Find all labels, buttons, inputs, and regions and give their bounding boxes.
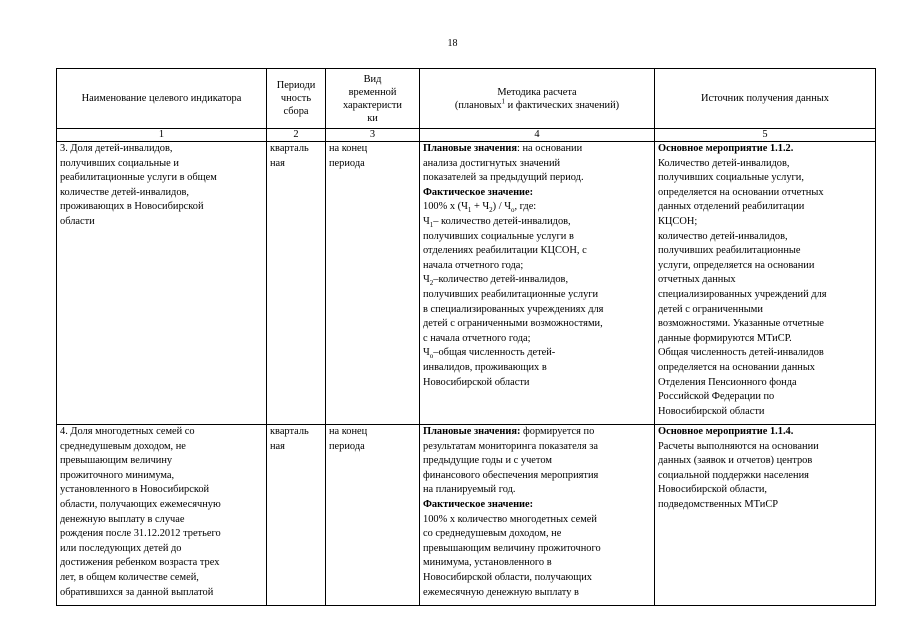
periodicity-cell: кварталь ная — [267, 142, 326, 425]
time-characteristic-cell: на конец периода — [326, 142, 420, 425]
periodicity-cell: кварталь ная — [267, 425, 326, 606]
header-time-characteristic: Вид временной характеристи ки — [326, 69, 420, 129]
column-number: 5 — [655, 129, 876, 142]
page-number: 18 — [447, 38, 458, 49]
column-number-row — [57, 129, 876, 142]
table-header-row — [57, 69, 876, 129]
formula: 100% х $(Ч_1 + Ч_2) / Ч_о$, где: — [423, 201, 537, 215]
column-number: 2 — [267, 129, 326, 142]
header-indicator-name: Наименование целевого индикатора — [57, 69, 267, 129]
table-row — [57, 425, 876, 606]
header-periodicity: Периоди чность сбора — [267, 69, 326, 129]
indicator-name-cell: 4. Доля многодетных семей со среднедушевым доходом, не превышающим величину прожиточного минимума, установленного в Новосибирской области, получающих ежемесячную денежную выплату в случае рождения после 31.12.2012 третьего или последующих детей до достижения ребенком возраста трех лет, в общем количестве семей, обратившихся за данной выплатой — [57, 425, 267, 606]
data-source-cell: Основное мероприятие 1.1.2. Количество детей-инвалидов, получивших социальные услуги, определяется на основании отчетных данных отделений реабилитации КЦСОН; количество детей-инвалидов, получивших реабилитационные услуги, определяется на основании отчетных данных специализированных учреждений для детей с ограниченными возможностями. Указанные отчетные данные формируются МТиСР. Общая численность детей-инвалидов определяется на основании данных Отделения Пенсионного фонда Российской Федерации по Новосибирской области — [655, 142, 876, 425]
time-characteristic-cell: на конец периода — [326, 425, 420, 606]
fact-label: Фактическое значение: — [423, 498, 534, 510]
source-title: Основное мероприятие 1.1.2. — [658, 143, 794, 154]
column-number: 1 — [57, 129, 267, 142]
source-title: Основное мероприятие 1.1.4. — [658, 426, 794, 437]
footnote-mark: 1 — [501, 97, 506, 106]
plan-label: Плановые значения: — [423, 426, 521, 437]
plan-label: Плановые значения — [423, 143, 517, 154]
indicator-name-cell: 3. Доля детей-инвалидов, получивших социальные и реабилитационные услуги в общем количестве детей-инвалидов, проживающих в Новосибирской области — [57, 142, 267, 425]
header-data-source: Источник получения данных — [655, 69, 876, 129]
data-source-cell: Основное мероприятие 1.1.4. Расчеты выполняются на основании данных (заявок и отчетов) центров социальной поддержки населения Новосибирской области, подведомственных МТиСР — [655, 425, 876, 606]
indicators-table — [56, 68, 876, 606]
calculation-method-cell: Плановые значения: на основании анализа достигнутых значений показателей за предыдущий период. Фактическое значение: 100% х $(Ч_1 + Ч_2) / Ч_о$, где: $Ч_1-$ количество детей-инвалидов, получивших социальные услуги в отделениях реабилитации КЦСОН, с начала отчетного года; $Ч_2$–количество детей-инвалидов, получивших реабилитационные услуги в специализированных учреждениях для детей с ограниченными возможностями, с начала отчетного года; $Ч_о$–общая численность детей- инвалидов, проживающих в Новосибирской области — [420, 142, 655, 425]
column-number: 3 — [326, 129, 420, 142]
fact-label: Фактическое значение: — [423, 186, 534, 198]
header-calculation-method: Методика расчета (плановых$^1$ и фактических значений) — [420, 69, 655, 129]
table-row — [57, 142, 876, 425]
calculation-method-cell: Плановые значения: формируется по результатам мониторинга показателя за предыдущие годы и с учетом финансового обеспечения мероприятия на планируемый год. Фактическое значение: 100% х количество многодетных семей со среднедушевым доходом, не превышающим величину прожиточного минимума, установленного в Новосибирской области, получающих ежемесячную денежную выплату в — [420, 425, 655, 606]
column-number: 4 — [420, 129, 655, 142]
